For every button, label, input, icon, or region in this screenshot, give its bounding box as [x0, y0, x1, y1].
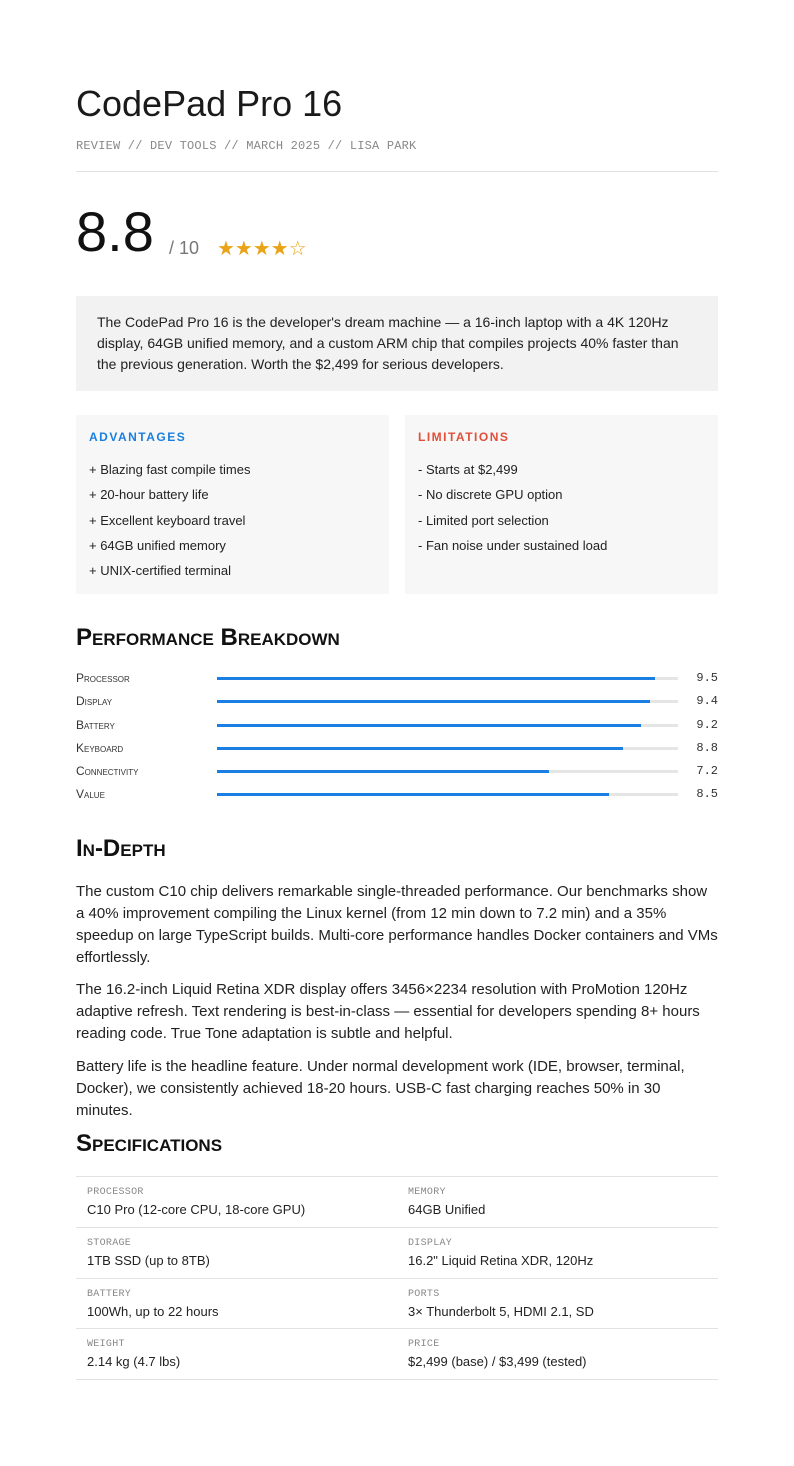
bar-track — [217, 770, 678, 773]
bar-row-value — [76, 783, 718, 806]
bar-fill — [217, 677, 655, 680]
spec-row — [76, 1329, 718, 1380]
in-depth-paragraph: Battery life is the headline feature. Under normal development work (IDE, browser, terminal, Docker), we consistently achieved 18-20 hours. USB-C fast charging reaches 50% in 30 minutes. — [76, 1058, 685, 1119]
bar-track — [217, 793, 678, 796]
spec-value: C10 Pro (12-core CPU, 18-core GPU) — [87, 1202, 306, 1217]
bar-label: Value — [76, 787, 105, 802]
bar-row-connectivity — [76, 760, 718, 783]
bar-value: 9.2 — [696, 717, 718, 732]
advantage-item: + 64GB unified memory — [89, 537, 226, 553]
limitation-item: - Fan noise under sustained load — [418, 537, 608, 553]
advantage-item: + 20-hour battery life — [89, 487, 209, 503]
spec-value: $2,499 (base) / $3,499 (tested) — [408, 1354, 587, 1370]
limitation-item: - Starts at $2,499 — [418, 462, 518, 477]
limitation-item: - No discrete GPU option — [418, 487, 563, 503]
spec-key: PRICE — [408, 1339, 440, 1351]
in-depth-paragraph: The 16.2-inch Liquid Retina XDR display offers 3456×2234 resolution with ProMotion 120Hz adaptive refresh. Text rendering is best-in-class — essential for developers spending 8+ hours reading code. True Tone adaptation is subtle and helpful. — [76, 981, 700, 1042]
bar-label: Processor — [76, 671, 130, 685]
spec-value: 2.14 kg (4.7 lbs) — [87, 1354, 181, 1370]
specifications-heading: Specifications — [76, 1130, 223, 1157]
bar-fill — [217, 770, 549, 773]
advantage-item: + UNIX-certified terminal — [89, 563, 231, 579]
advantage-item: + Blazing fast compile times — [89, 462, 251, 477]
spec-key: PORTS — [408, 1288, 440, 1300]
limitation-item: - Limited port selection — [418, 512, 549, 528]
summary-box: The CodePad Pro 16 is the developer's dream machine — a 16-inch laptop with a 4K 120Hz display, 64GB unified memory, and a custom ARM chip that compiles projects 40% faster than the previous generation. Worth the $2,499 for serious developers. — [76, 296, 718, 391]
spec-key: MEMORY — [408, 1187, 446, 1198]
bar-value: 8.8 — [696, 740, 718, 755]
spec-cell — [397, 1279, 718, 1329]
bar-value: 7.2 — [696, 764, 718, 779]
spec-key: PROCESSOR — [87, 1187, 144, 1198]
bar-value: 9.5 — [696, 671, 718, 685]
performance-heading: Performance Breakdown — [76, 624, 340, 651]
spec-value: 16.2" Liquid Retina XDR, 120Hz — [408, 1252, 594, 1268]
bar-value: 9.4 — [696, 694, 718, 709]
spec-row — [76, 1228, 718, 1279]
spec-value: 3× Thunderbolt 5, HDMI 2.1, SD — [408, 1303, 594, 1319]
spec-row — [76, 1177, 718, 1228]
advantage-item: + Excellent keyboard travel — [89, 512, 246, 528]
limitations-list — [418, 457, 705, 558]
bar-row-processor — [76, 667, 718, 690]
bar-fill — [217, 700, 650, 703]
bar-label: Connectivity — [76, 764, 139, 779]
advantages-heading: ADVANTAGES — [89, 430, 187, 444]
bar-label: Display — [76, 694, 113, 709]
advantages-list — [89, 457, 376, 583]
spec-cell — [76, 1177, 397, 1227]
specifications-table — [76, 1176, 718, 1380]
spec-value: 100Wh, up to 22 hours — [87, 1303, 219, 1319]
spec-key: STORAGE — [87, 1237, 132, 1249]
spec-value: 64GB Unified — [408, 1202, 486, 1217]
bar-fill — [217, 724, 641, 727]
spec-key: DISPLAY — [408, 1237, 453, 1249]
bar-track — [217, 677, 678, 680]
bar-track — [217, 700, 678, 703]
bar-track — [217, 747, 678, 750]
spec-key: WEIGHT — [87, 1339, 125, 1351]
bar-label: Battery — [76, 717, 115, 732]
spec-row — [76, 1279, 718, 1330]
advantages-box — [76, 415, 389, 594]
spec-cell — [397, 1177, 718, 1227]
page-title: CodePad Pro 16 — [76, 83, 343, 124]
bar-row-battery — [76, 714, 718, 737]
spec-key: BATTERY — [87, 1288, 132, 1300]
spec-cell — [397, 1228, 718, 1278]
spec-cell — [76, 1228, 397, 1278]
bar-track — [217, 724, 678, 727]
score-value: 8.8 — [76, 200, 154, 263]
limitations-heading: LIMITATIONS — [418, 430, 510, 444]
bar-row-display — [76, 690, 718, 713]
article-meta: REVIEW // DEV TOOLS // MARCH 2025 // LISA PARK — [76, 139, 417, 153]
bar-row-keyboard — [76, 737, 718, 760]
spec-cell — [76, 1329, 397, 1379]
spec-cell — [76, 1279, 397, 1329]
bar-fill — [217, 747, 623, 750]
spec-cell — [397, 1329, 718, 1379]
in-depth-heading: In-Depth — [76, 835, 166, 862]
spec-value: 1TB SSD (up to 8TB) — [87, 1252, 210, 1268]
bar-fill — [217, 793, 609, 796]
in-depth-paragraph: The custom C10 chip delivers remarkable single-threaded performance. Our benchmarks show a 40% improvement compiling the Linux kernel (from 12 min down to 7.2 min) and a 35% speedup on large TypeScript builds. Multi-core performance handles Docker containers and VMs effortlessly. — [76, 883, 718, 966]
bar-value: 8.5 — [696, 787, 718, 802]
bar-label: Keyboard — [76, 740, 124, 755]
limitations-box — [405, 415, 718, 594]
performance-bars — [76, 667, 718, 807]
divider — [76, 171, 718, 172]
star-rating: ★★★★☆ — [217, 238, 307, 260]
score-max: / 10 — [169, 238, 200, 258]
